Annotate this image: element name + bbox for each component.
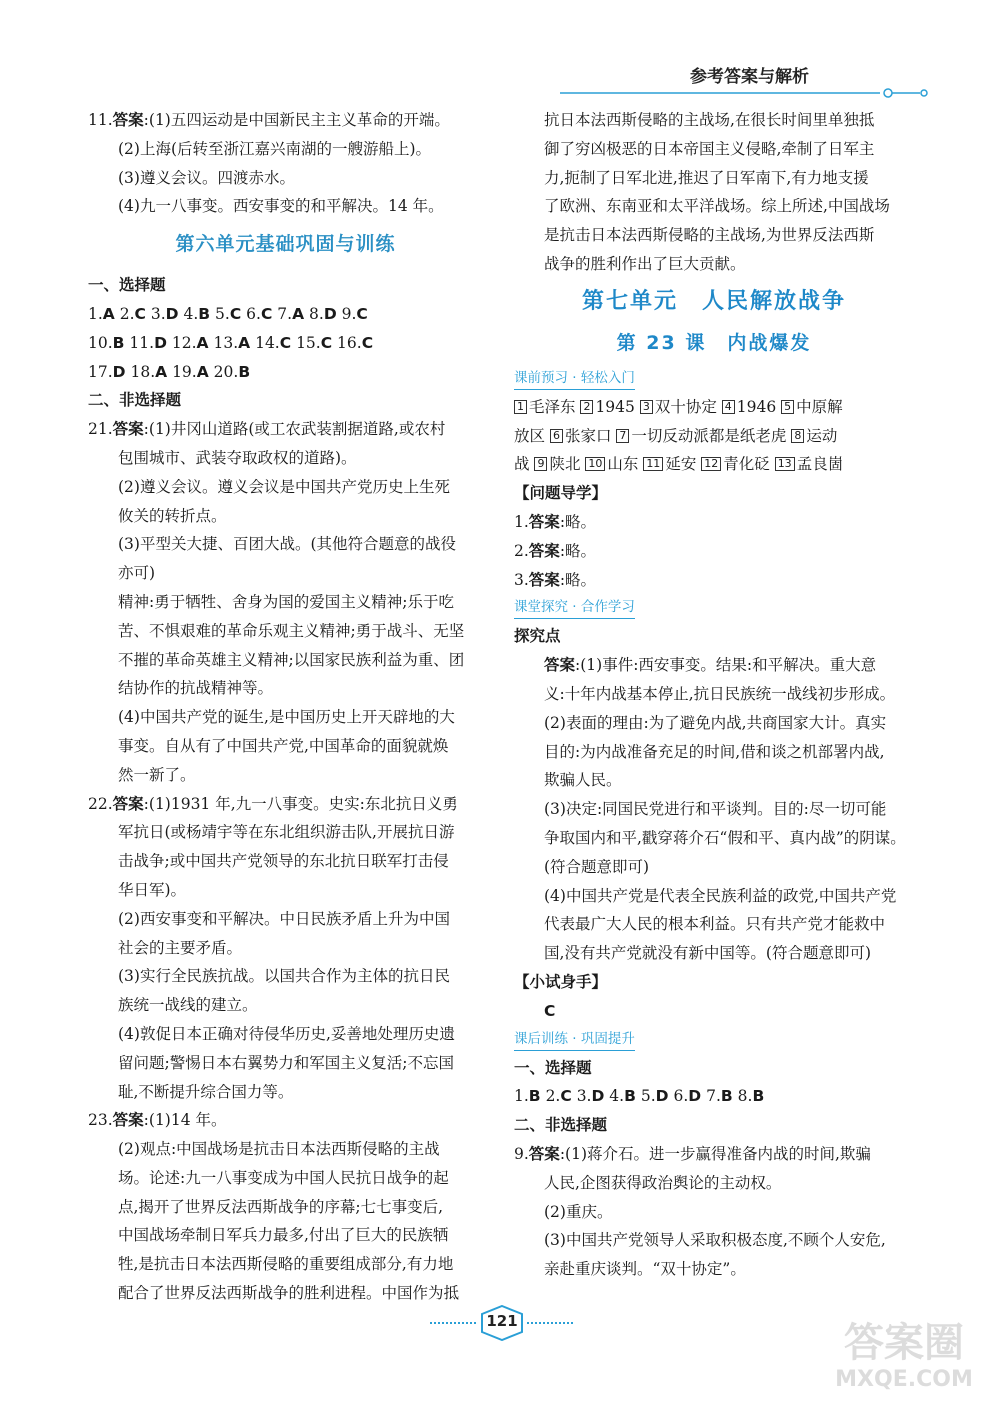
q21-line-7: 精神:勇于牺牲、舍身为国的爱国主义精神;乐于吃: [118, 592, 454, 611]
explore-line-2: 义:十年内战基本停止,抗日民族统一战线初步形成。: [544, 684, 896, 703]
page-number: 121: [486, 1312, 518, 1330]
q11-line-4: (4)九一八事变。西安事变的和平解决。14 年。: [118, 197, 444, 216]
fill-answer: 张家口: [564, 426, 617, 445]
q9-line-3: (2)重庆。: [544, 1202, 613, 1221]
fill-number-box: 2: [580, 400, 593, 414]
q22-line-1: 22.答案:(1)1931 年,九一八事变。史实:东北抗日义勇: [88, 794, 458, 813]
q22-line-11: 耻,不断提升综合国力等。: [118, 1082, 294, 1101]
fill-number-box: 8: [791, 429, 804, 443]
right-column: [514, 106, 914, 1284]
q22-line-8: 族统一战线的建立。: [118, 996, 258, 1015]
mc-choice: C: [279, 333, 292, 352]
fill-number-box: 6: [550, 429, 563, 443]
explore-heading: 探究点: [514, 627, 561, 646]
mc-number: 3.: [576, 1087, 592, 1106]
mc-choice: B: [238, 362, 251, 381]
mc-number: 15.: [296, 333, 321, 352]
mc-number: 17.: [88, 362, 113, 381]
q21-line-6: 亦可): [118, 564, 156, 583]
mc-number: 5.: [215, 304, 230, 323]
q23-cont-line-5: 是抗击日本法西斯侵略的主战场,为世界反法西斯: [544, 226, 875, 245]
mc-choice: D: [323, 304, 337, 323]
right-mc-heading: 一、选择题: [514, 1058, 592, 1077]
mc-row: [88, 358, 483, 387]
explore-line-7: 争取国内和平,戳穿蒋介石“假和平、真内战”的阴谋。: [544, 828, 906, 847]
q22-line-4: 华日军)。: [118, 880, 187, 899]
mc-choice: D: [165, 304, 179, 323]
q21-line-12: 事变。自从有了中国共产党,中国革命的面貌就焕: [118, 736, 449, 755]
tag-class: 课堂探究 · 合作学习: [514, 596, 635, 619]
mc-number: 8.: [737, 1087, 753, 1106]
mc-choice: A: [102, 304, 115, 323]
watermark-line-2: MXQE.COM: [835, 1367, 973, 1392]
mc-choice: A: [292, 304, 305, 323]
q11-line-1: 11.答案:(1)五四运动是中国新民主主义革命的开端。: [88, 111, 450, 129]
mc-number: 12.: [171, 333, 197, 352]
header-rule: [560, 86, 930, 100]
q21-line-11: (4)中国共产党的诞生,是中国历史上开天辟地的大: [118, 708, 455, 727]
q23-cont-line-3: 力,扼制了日军北进,推迟了日军南下,有力地支援: [544, 168, 869, 187]
guide-answer: [514, 537, 914, 566]
nonmc-heading: 二、非选择题: [88, 391, 182, 410]
mc-answers: [88, 300, 483, 386]
mc-choice: C: [320, 333, 333, 352]
q11-line-2: (2)上海(后转至浙江嘉兴南湖的一艘游船上)。: [118, 139, 432, 158]
q22-line-9: (4)敦促日本正确对待侵华历史,妥善地处理历史遗: [118, 1024, 455, 1043]
lesson-title: 第 23 课 内战爆发: [616, 331, 812, 354]
fill-answer: 运动: [806, 426, 838, 445]
guide-heading: 【问题导学】: [514, 484, 608, 503]
q22-line-10: 留问题;警惕日本右翼势力和军国主义复活;不忘国: [118, 1053, 454, 1072]
mc-choice: A: [238, 333, 251, 352]
fill-answer: 中原解: [796, 397, 843, 416]
q9-line-2: 人民,企图获得政治舆论的主动权。: [544, 1173, 782, 1192]
mc-number: 11.: [129, 333, 155, 352]
fill-answers-line-1: [514, 393, 914, 422]
fill-answer: 双十协定: [654, 397, 722, 416]
mc-number: 10.: [88, 333, 113, 352]
q22-line-6: 社会的主要矛盾。: [118, 938, 243, 957]
fill-answer: 1946: [736, 397, 782, 416]
fill-number-box: 10: [585, 457, 605, 471]
mc-choice: C: [134, 304, 146, 323]
mc-choice: B: [752, 1087, 765, 1106]
fill-answers-line-3: 战 9 陕北 10 山东 11 延安 12 青化砭 13 孟良崮: [514, 455, 844, 474]
mc-number: 13.: [213, 333, 239, 352]
mc-number: 6.: [246, 304, 261, 323]
q23-line-6: 牲,是抗击日本法西斯侵略的重要组成部分,有力地: [118, 1255, 454, 1274]
guide-text: :略。: [559, 512, 597, 531]
guide-answer: [514, 566, 914, 595]
guide-number: 2.: [514, 541, 529, 560]
q22-line-5: (2)西安事变和平解决。中日民族矛盾上升为中国: [118, 909, 450, 928]
mc-number: 1.: [88, 304, 103, 323]
fill-number-box: 1: [514, 400, 527, 414]
fill-answer: 延安: [665, 455, 702, 474]
mc-number: 2.: [119, 304, 135, 323]
q23-line-7: 配合了世界反法西斯战争的胜利进程。中国作为抵: [118, 1284, 460, 1303]
right-mc-answers: [514, 1082, 914, 1111]
fill-number-box: 3: [640, 400, 653, 414]
fill-answer: 毛泽东: [529, 397, 581, 416]
watermark-logo: [818, 1312, 990, 1392]
guide-answers: [514, 508, 914, 594]
fill-number-box: 11: [643, 457, 663, 471]
explore-line-1: 答案:(1)事件:西安事变。结果:和平解决。重大意: [544, 656, 877, 675]
q22-line-2: 军抗日(或杨靖宇等在东北组织游击队,开展抗日游: [118, 823, 455, 842]
mc-number: 20.: [213, 362, 239, 381]
tag-preview: 课前预习 · 轻松入门: [514, 367, 635, 390]
fill-number-box: 13: [775, 457, 795, 471]
explore-line-9: (4)中国共产党是代表全民族利益的政党,中国共产党: [544, 886, 897, 905]
mc-number: 19.: [172, 362, 197, 381]
trial-answer: C: [544, 1001, 556, 1020]
q23-line-2: (2)观点:中国战场是抗击日本法西斯侵略的主战: [118, 1140, 440, 1159]
q23-cont-line-2: 御了穷凶极恶的日本帝国主义侵略,牵制了日军主: [544, 139, 875, 158]
mc-number: 14.: [255, 333, 280, 352]
mc-choice: D: [112, 362, 126, 381]
fill-number-box: 4: [722, 400, 735, 414]
fill-answers-line-2: 放区 6 张家口 7 一切反动派都是纸老虎 8 运动: [514, 426, 838, 445]
mc-choice: A: [155, 362, 168, 381]
explore-line-8: (符合题意即可): [544, 857, 650, 876]
guide-number: 3.: [514, 570, 529, 589]
q23-line-3: 场。论述:九一八事变成为中国人民抗日战争的起: [118, 1168, 449, 1187]
guide-text: :略。: [559, 541, 597, 560]
q9-line-4: (3)中国共产党领导人采取积极态度,不顾个人安危,: [544, 1231, 886, 1250]
mc-choice: C: [361, 333, 374, 352]
guide-answer: [514, 508, 914, 537]
mc-number: 4.: [609, 1087, 625, 1106]
q21-line-8: 苦、不惧艰难的革命乐观主义精神;勇于战斗、无坚: [118, 621, 465, 640]
mc-row: [88, 300, 483, 329]
q23-cont-line-4: 了欧洲、东南亚和太平洋战场。综上所述,中国战场: [544, 197, 890, 216]
fill-answer: 一切反动派都是纸老虎: [631, 426, 792, 445]
mc-choice: B: [198, 304, 211, 323]
mc-choice: A: [196, 362, 209, 381]
mc-choice: D: [655, 1087, 669, 1106]
q23-line-1: 23.答案:(1)14 年。: [88, 1111, 227, 1130]
q23-line-5: 中国战场牵制日军兵力最多,付出了巨大的民族牺: [118, 1226, 449, 1245]
explore-line-6: (3)决定:同国民党进行和平谈判。目的:尽一切可能: [544, 800, 887, 819]
explore-line-4: 目的:为内战准备充足的时间,借和谈之机部署内战,: [544, 742, 885, 761]
q23-cont-line-1: 抗日本法西斯侵略的主战场,在很长时间里单独抵: [544, 111, 875, 129]
q21-line-9: 不摧的革命英雄主义精神;以国家民族利益为重、团: [118, 650, 465, 669]
mc-number: 9.: [341, 304, 357, 323]
mc-choice: B: [528, 1087, 541, 1106]
mc-number: 3.: [150, 304, 166, 323]
mc-choice: C: [229, 304, 242, 323]
q9-line-5: 亲赴重庆谈判。“双十协定”。: [544, 1260, 746, 1279]
mc-number: 5.: [640, 1087, 656, 1106]
q11-line-3: (3)遵义会议。四渡赤水。: [118, 168, 295, 187]
fill-answer: 山东: [607, 455, 644, 474]
fill-answer: 孟良崮: [796, 455, 844, 474]
mc-heading: 一、选择题: [88, 276, 166, 295]
unit7-title: 第七单元 人民解放战争: [581, 288, 846, 314]
mc-choice: D: [154, 333, 167, 352]
mc-number: 2.: [545, 1087, 561, 1106]
answer-label: 答案: [528, 541, 560, 560]
fill-number-box: 9: [534, 457, 547, 471]
answer-label: 答案: [528, 570, 560, 589]
q22-line-7: (3)实行全民族抗战。以国共合作为主体的抗日民: [118, 967, 450, 986]
explore-line-10: 代表最广大人民的根本利益。只有共产党才能救中: [544, 915, 886, 934]
tag-after: 课后训练 · 巩固提升: [514, 1028, 635, 1051]
mc-row: [88, 329, 483, 358]
mc-choice: D: [688, 1087, 702, 1106]
unit6-section-title: 第六单元基础巩固与训练: [175, 233, 396, 256]
mc-choice: B: [624, 1087, 636, 1106]
q22-line-3: 击战争;或中国共产党领导的东北抗日联军打击侵: [118, 852, 449, 871]
mc-number: 8.: [309, 304, 324, 323]
left-column: [88, 106, 483, 1308]
q21-line-3: (2)遵义会议。遵义会议是中国共产党历史上生死: [118, 477, 450, 496]
mc-number: 16.: [337, 333, 362, 352]
mc-choice: C: [260, 304, 273, 323]
fill-number-box: 12: [701, 457, 721, 471]
mc-number: 1.: [514, 1087, 529, 1106]
fill-answer: 青化砭: [723, 455, 775, 474]
mc-choice: C: [560, 1087, 572, 1106]
q21-line-10: 结协作的抗战精神等。: [118, 679, 274, 698]
mc-choice: D: [591, 1087, 605, 1106]
explore-line-11: 国,没有共产党就没有新中国等。(符合题意即可): [544, 944, 872, 963]
trial-heading: 【小试身手】: [514, 972, 608, 991]
guide-number: 1.: [514, 512, 529, 531]
q23-cont-line-6: 战争的胜利作出了巨大贡献。: [544, 254, 746, 273]
fill-number-box: 5: [781, 400, 794, 414]
mc-number: 7.: [277, 304, 293, 323]
mc-number: 18.: [130, 362, 156, 381]
mc-choice: C: [356, 304, 368, 323]
mc-choice: B: [720, 1087, 733, 1106]
fill-answer: 陕北: [549, 455, 586, 474]
q21-line-1: 21.答案:(1)井冈山道路(或工农武装割据道路,或农村: [88, 420, 446, 439]
q21-line-4: 攸关的转折点。: [118, 506, 227, 525]
mc-number: 7.: [706, 1087, 721, 1106]
q9-line-1: 9.答案:(1)蒋介石。进一步赢得准备内战的时间,欺骗: [514, 1144, 871, 1163]
answer-label: 答案: [528, 512, 560, 531]
q23-line-4: 点,揭开了世界反法西斯战争的序幕;七七事变后,: [118, 1197, 444, 1216]
fill-number-box: 7: [616, 429, 629, 443]
guide-text: :略。: [559, 570, 597, 589]
q21-line-2: 包围城市、武装夺取政权的道路)。: [118, 448, 357, 467]
watermark-line-1: 答案圈: [844, 1320, 964, 1366]
mc-number: 6.: [673, 1087, 689, 1106]
mc-choice: B: [112, 333, 125, 352]
q21-line-5: (3)平型关大捷、百团大战。(其他符合题意的战役: [118, 535, 457, 554]
right-nonmc-heading: 二、非选择题: [514, 1116, 608, 1135]
header-title: 参考答案与解析: [690, 67, 809, 87]
explore-line-5: 欺骗人民。: [544, 771, 622, 790]
mc-choice: A: [196, 333, 209, 352]
explore-line-3: (2)表面的理由:为了避免内战,共商国家大计。真实: [544, 713, 887, 732]
mc-number: 4.: [183, 304, 199, 323]
fill-answer: 1945: [595, 397, 640, 416]
q21-line-13: 然一新了。: [118, 765, 196, 784]
